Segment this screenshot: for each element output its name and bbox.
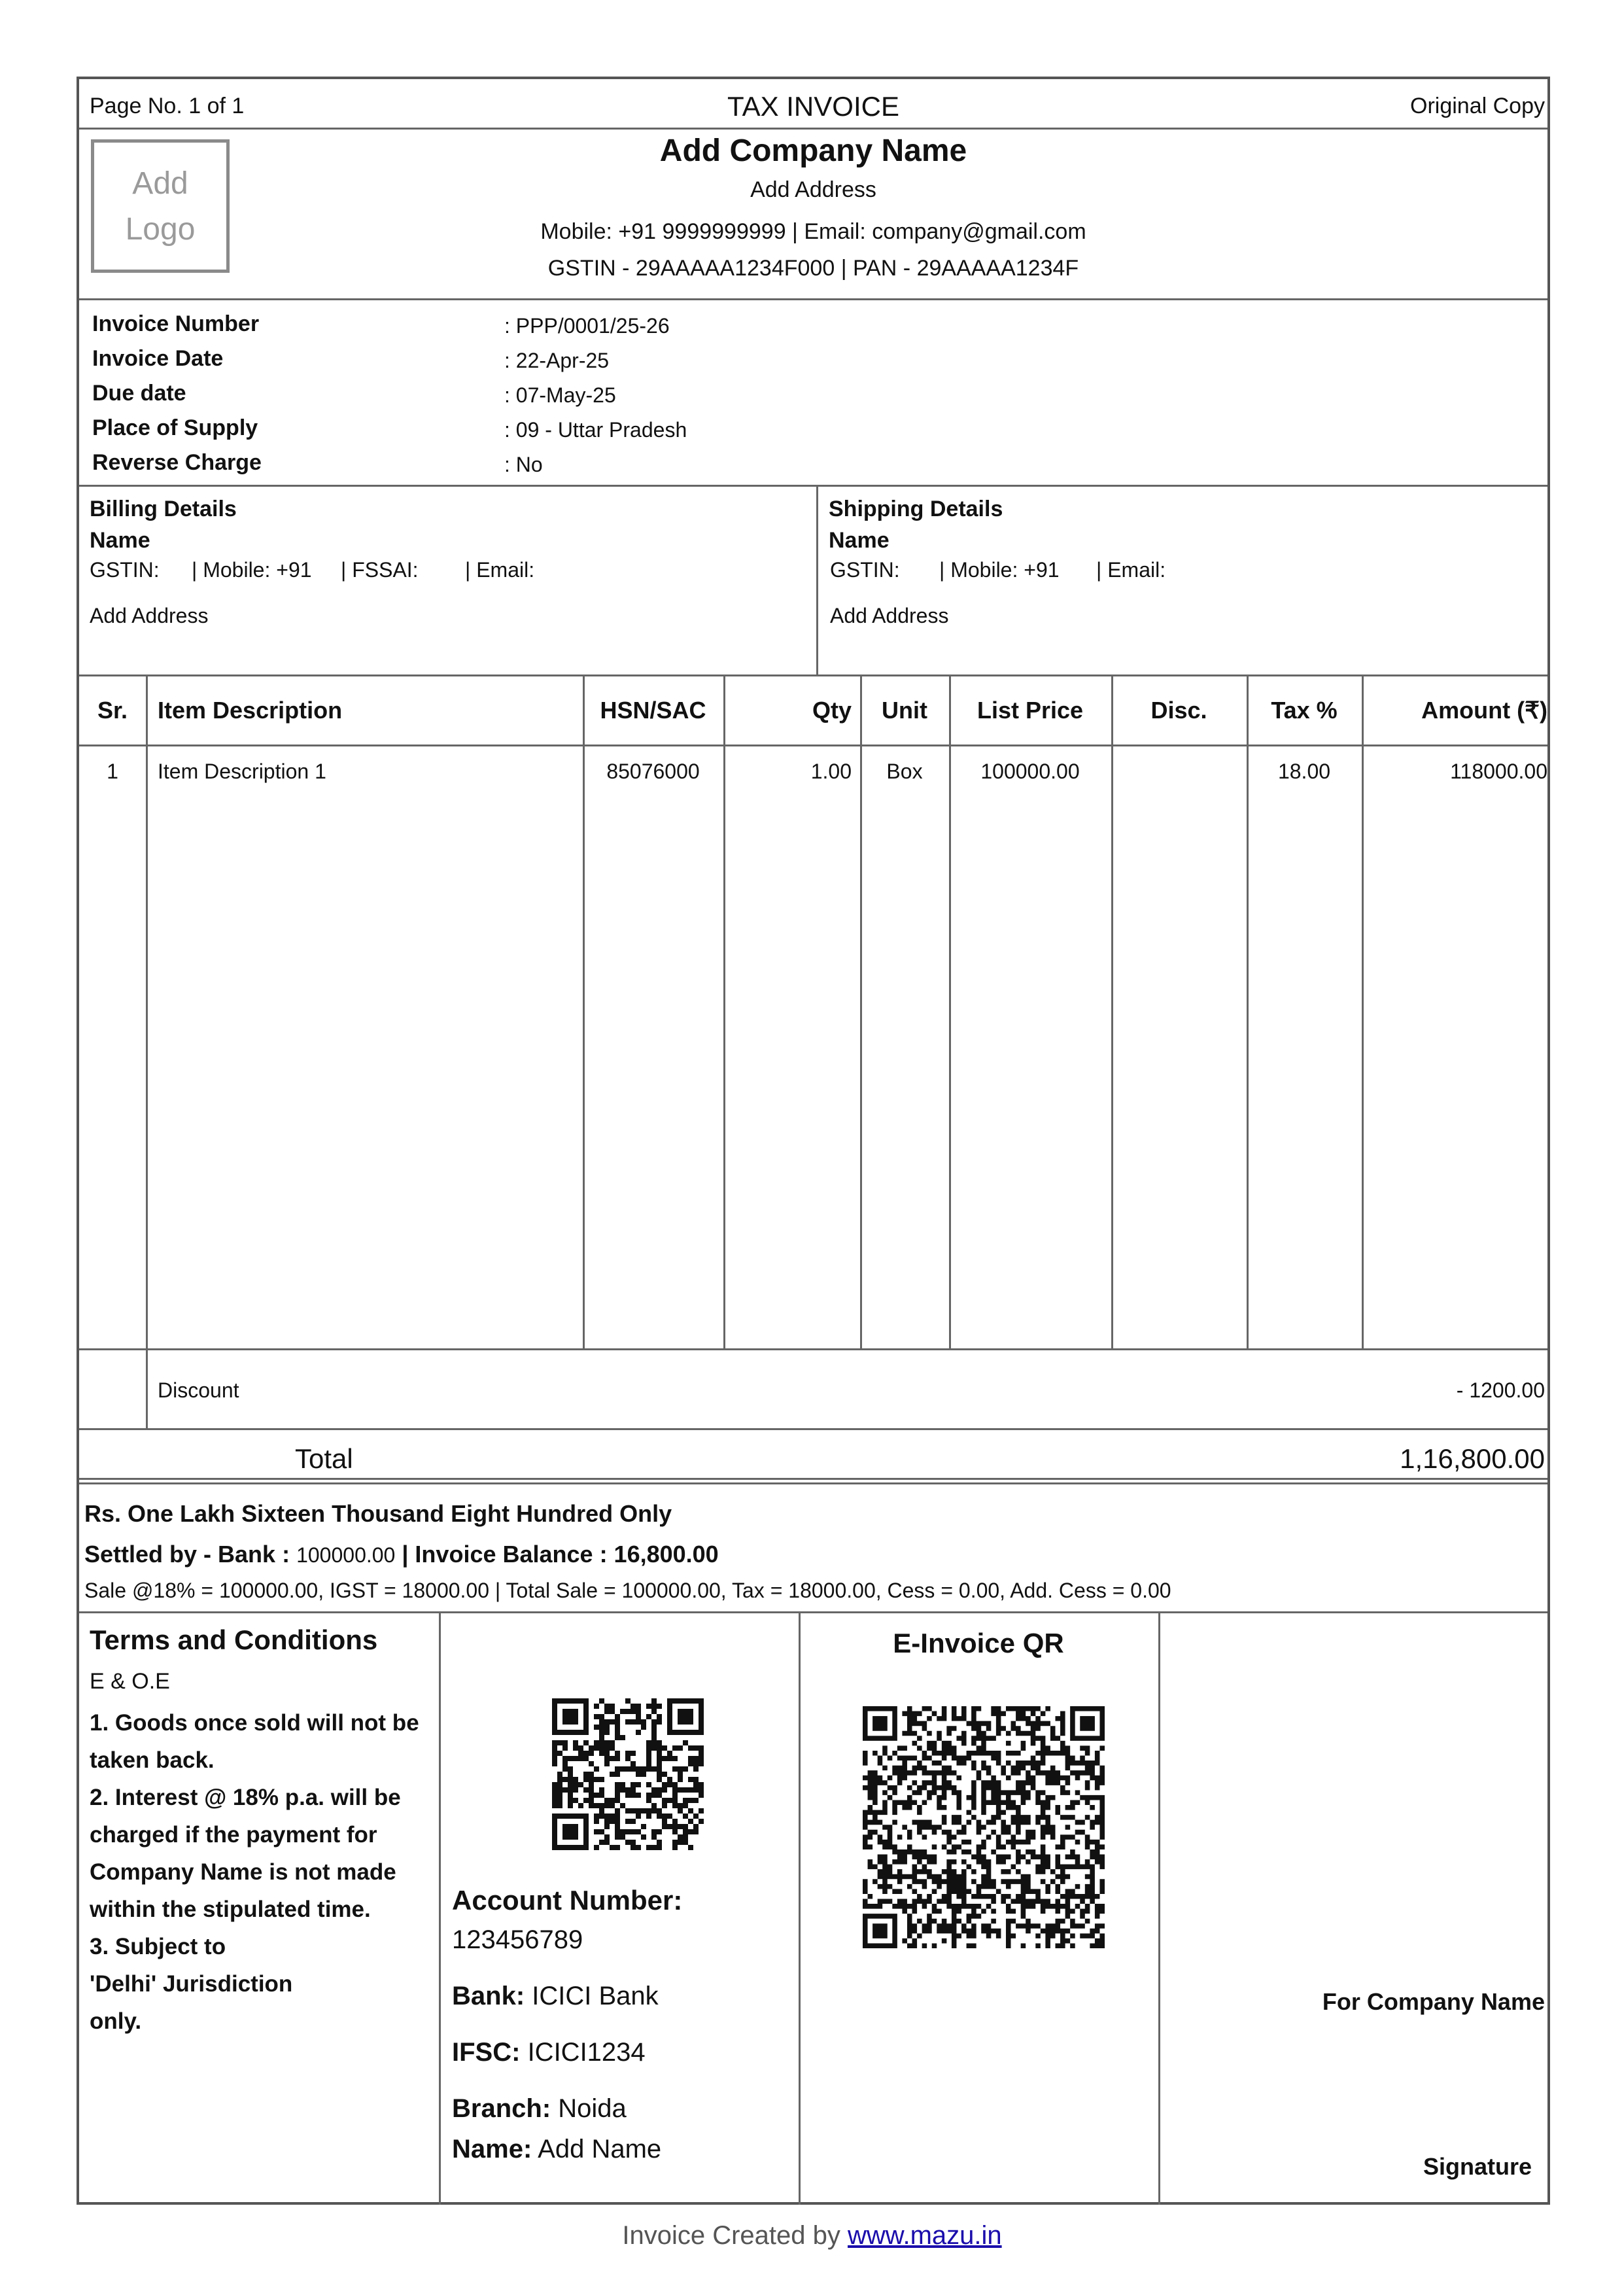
total-label: Total [295,1443,353,1474]
account-name-value: Add Name [538,2135,662,2164]
th-qty: Qty [812,697,852,724]
billing-heading: Billing Details [90,497,237,521]
company-tax-ids: GSTIN - 29AAAAA1234F000 | PAN - 29AAAAA1234F [547,256,1079,281]
branch-row: Branch: Noida [452,2094,627,2123]
terms-line: taken back. [90,1747,215,1773]
total-value: 1,16,800.00 [1400,1443,1545,1474]
th-discount: Disc. [1150,697,1207,724]
billing-address: Add Address [90,604,209,627]
ifsc-row: IFSC: ICICI1234 [452,2038,646,2067]
terms-line: charged if the payment for [90,1822,377,1848]
billing-name: Name [90,528,150,553]
due-date-label: Due date [92,381,186,406]
terms-line: 1. Goods once sold will not be [90,1710,419,1736]
signature-label: Signature [1423,2153,1532,2180]
shipping-mobile: | Mobile: +91 [939,558,1060,582]
th-hsn: HSN/SAC [600,697,706,724]
billing-email: | Email: [465,558,535,582]
invoice-date-value: : 22-Apr-25 [504,349,610,372]
due-date-value: : 07-May-25 [504,383,616,407]
cell-amount: 118000.00 [1450,760,1547,783]
amount-in-words: Rs. One Lakh Sixteen Thousand Eight Hundred Only [84,1500,672,1527]
billing-mobile: | Mobile: +91 [192,558,312,582]
bank-row: Bank: ICICI Bank [452,1982,659,2010]
ifsc-value: ICICI1234 [527,2038,646,2067]
footer-prefix: Invoice Created by [622,2221,840,2250]
th-sr: Sr. [97,697,128,724]
terms-list [90,1704,419,2040]
settled-value: 100000.00 [296,1543,396,1567]
place-of-supply-value: : 09 - Uttar Pradesh [504,418,687,442]
place-of-supply-label: Place of Supply [92,415,258,440]
th-amount: Amount (₹) [1421,697,1547,724]
cell-hsn: 85076000 [606,760,700,783]
copy-type: Original Copy [1410,94,1545,118]
terms-line: 3. Subject to [90,1934,226,1959]
footer [0,2221,1624,2251]
shipping-email: | Email: [1096,558,1166,582]
cell-unit: Box [886,760,923,783]
cell-sr: 1 [107,760,118,783]
billing-fssai: | FSSAI: [341,558,419,582]
document-title: TAX INVOICE [727,91,899,122]
discount-value: - 1200.00 [1456,1378,1545,1402]
invoice-number-value: : PPP/0001/25-26 [504,314,670,338]
reverse-charge-value: : No [504,453,543,476]
company-contact: Mobile: +91 9999999999 | Email: company@gmail.com [540,219,1086,244]
th-unit: Unit [882,697,927,724]
billing-gstin: GSTIN: [90,558,160,582]
account-label: Account Number: [452,1885,683,1916]
terms-eoe: E & O.E [90,1669,170,1694]
terms-line: 'Delhi' Jurisdiction [90,1971,293,1997]
cell-tax: 18.00 [1277,760,1331,783]
terms-line: only. [90,2008,142,2034]
terms-line: Company Name is not made [90,1859,396,1885]
settlement-line [84,1541,719,1568]
discount-label: Discount [158,1378,239,1402]
cell-description: Item Description 1 [158,760,326,783]
company-name: Add Company Name [659,133,967,168]
table-row[interactable] [79,760,1547,792]
invoice-date-label: Invoice Date [92,346,224,371]
bank-name-value: ICICI Bank [532,1982,659,2010]
company-address: Add Address [750,177,876,202]
terms-heading: Terms and Conditions [90,1624,378,1655]
th-tax: Tax % [1271,697,1338,724]
settled-label: Settled by - Bank : [84,1541,290,1568]
einvoice-qr-icon [863,1706,1105,1948]
einvoice-heading: E-Invoice QR [893,1628,1064,1658]
terms-line: 2. Interest @ 18% p.a. will be [90,1785,401,1810]
invoice-balance: | Invoice Balance : 16,800.00 [402,1541,719,1568]
cell-qty: 1.00 [810,760,852,783]
logo-placeholder[interactable]: Add Logo [91,139,230,273]
shipping-gstin: GSTIN: [830,558,900,582]
for-company: For Company Name [1322,1988,1545,2015]
branch-value: Noida [558,2094,627,2123]
reverse-charge-label: Reverse Charge [92,450,262,475]
shipping-name: Name [829,528,890,553]
page-number: Page No. 1 of 1 [90,94,245,118]
tax-summary: Sale @18% = 100000.00, IGST = 18000.00 | Total Sale = 100000.00, Tax = 18000.00, Cess = 0.00, Add. Cess = 0.00 [84,1579,1171,1602]
account-name-row: Name: Add Name [452,2135,662,2164]
shipping-heading: Shipping Details [829,497,1003,521]
shipping-address: Add Address [830,604,949,627]
th-description: Item Description [158,697,343,724]
invoice-meta [92,311,877,485]
company-header [79,128,1547,298]
th-list-price: List Price [976,697,1084,724]
terms-line: within the stipulated time. [90,1897,371,1922]
invoice-number-label: Invoice Number [92,311,260,336]
footer-link[interactable]: www.mazu.in [848,2221,1002,2250]
cell-list-price: 100000.00 [980,760,1080,783]
account-value: 123456789 [452,1925,583,1954]
invoice-frame [77,77,1550,2205]
payment-qr-icon [552,1698,704,1850]
